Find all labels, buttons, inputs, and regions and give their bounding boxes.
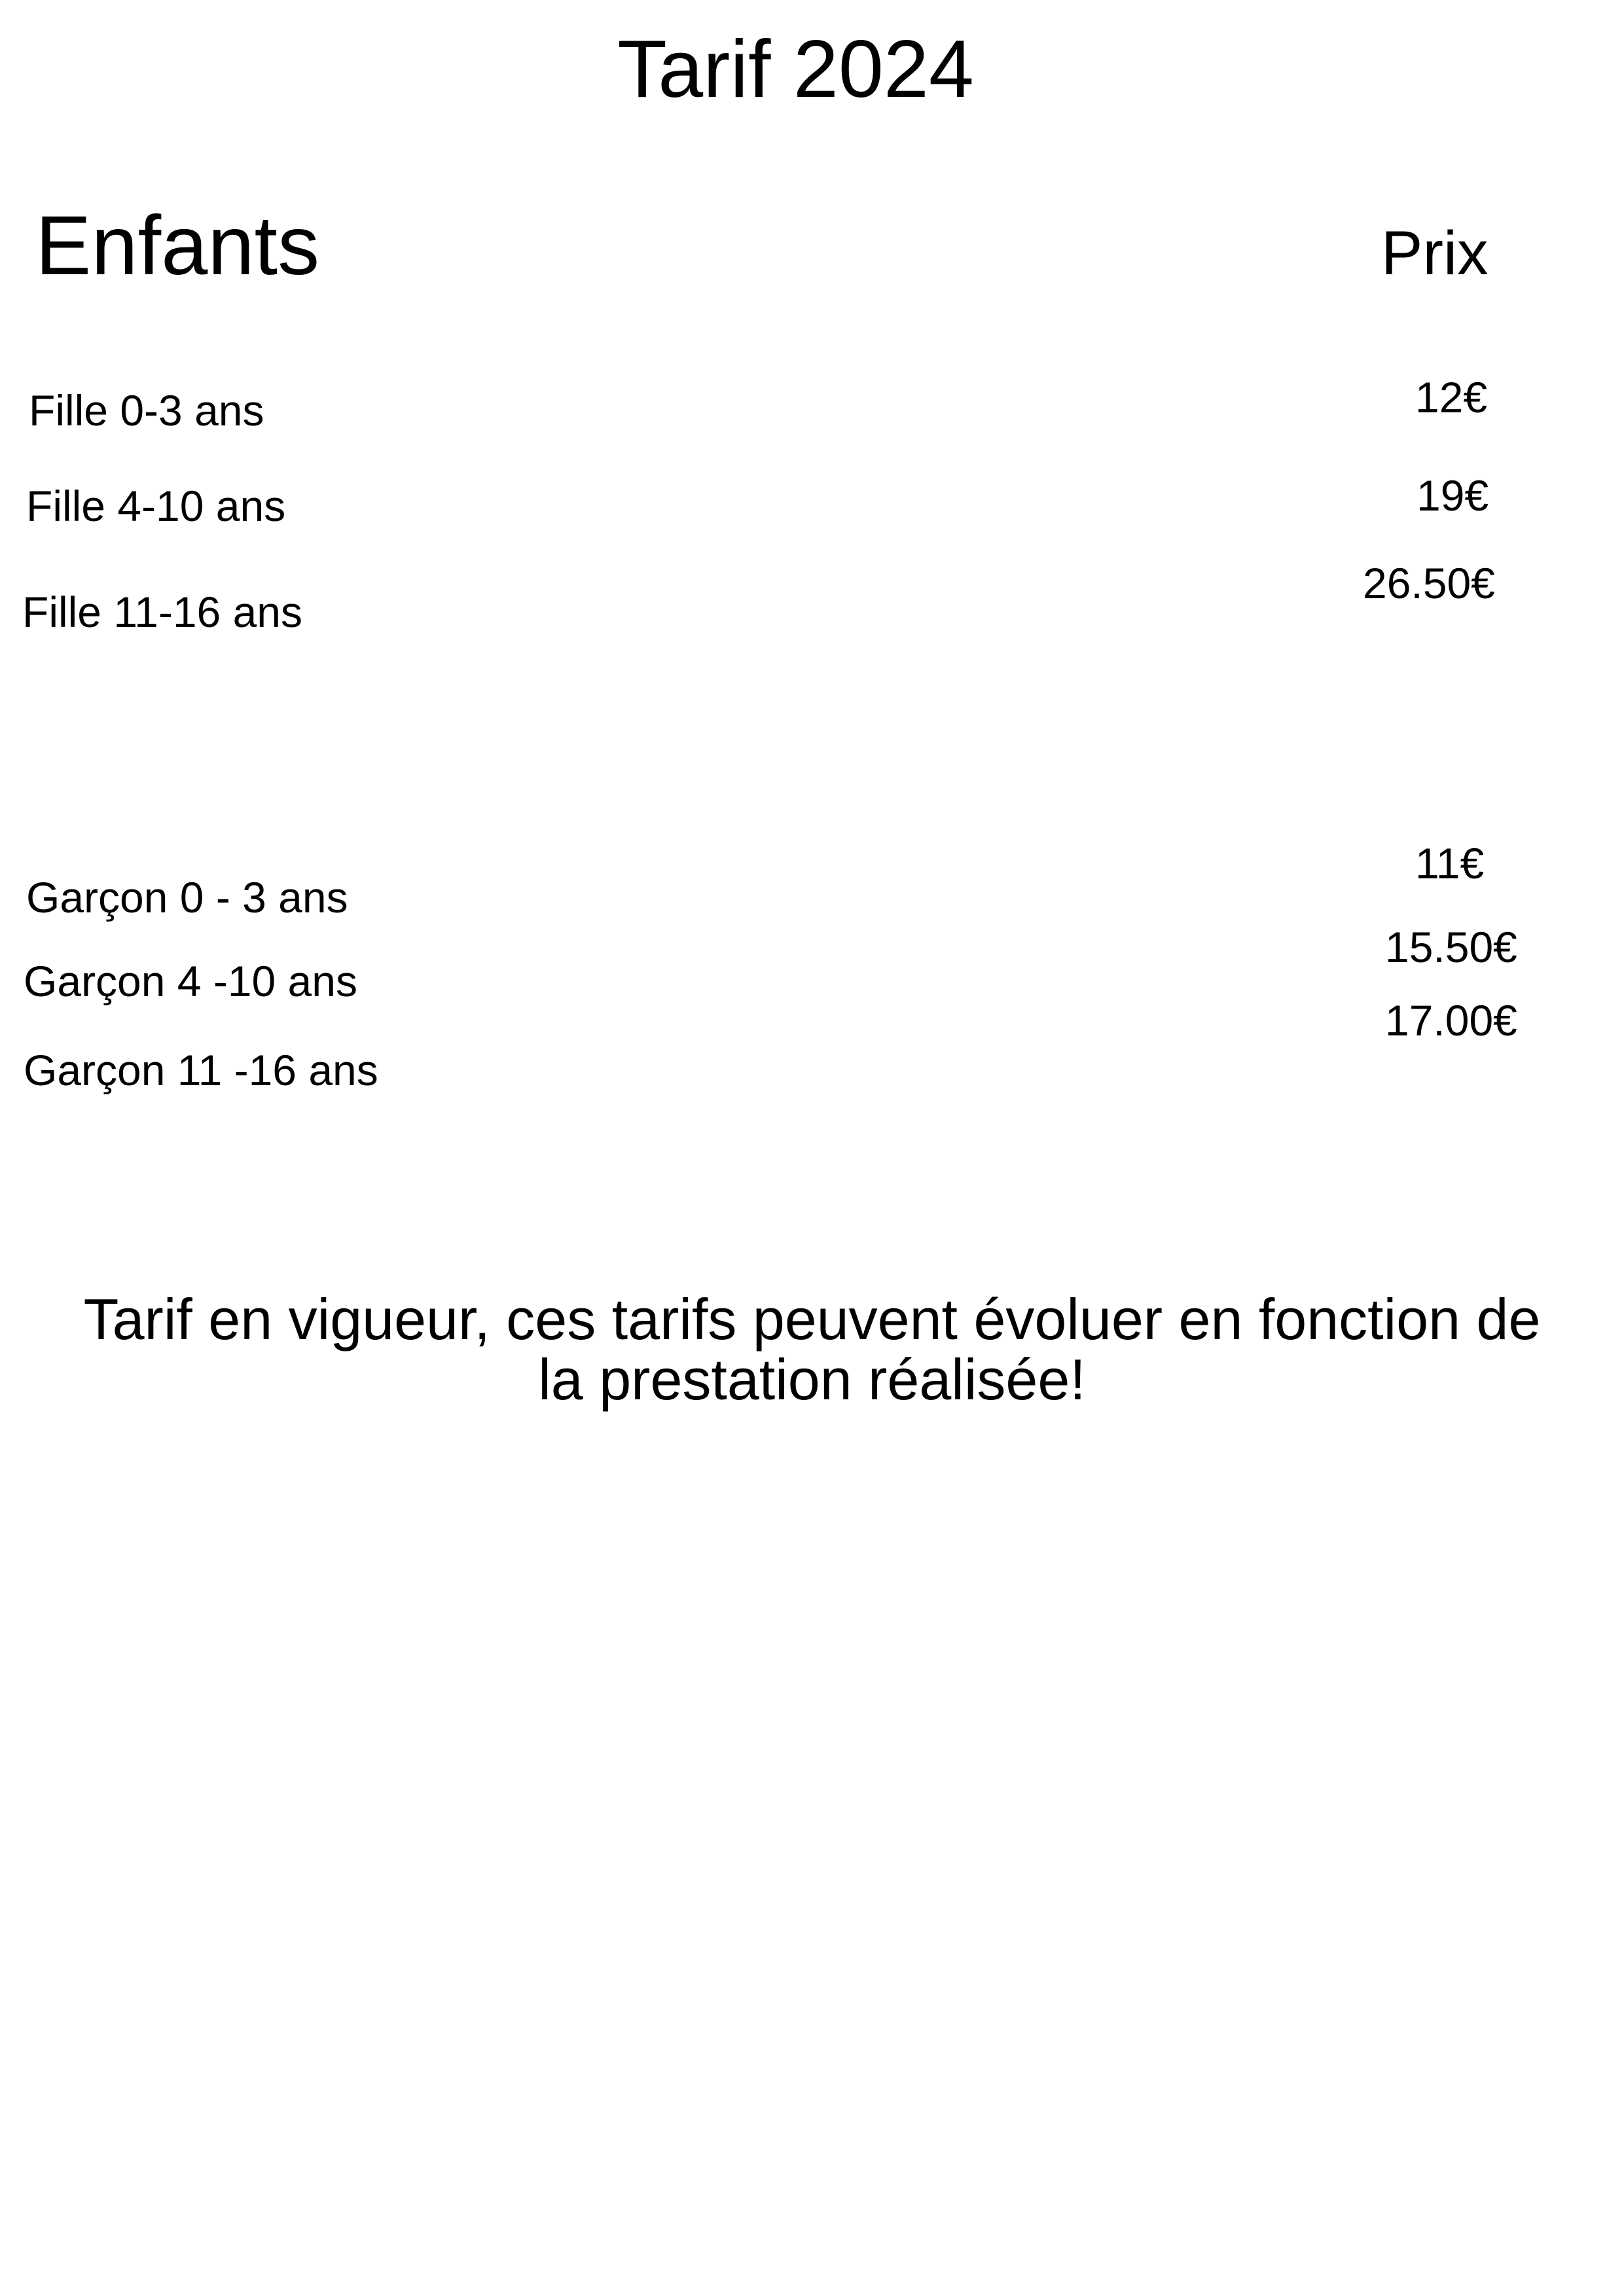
- boy-age-label: Garçon 4 -10 ans: [24, 957, 357, 1005]
- pricing-note-line-2: la prestation réalisée!: [538, 1347, 1086, 1412]
- girl-price: 19€: [1416, 471, 1489, 520]
- girl-age-label: Fille 4-10 ans: [26, 482, 286, 530]
- girl-age-label: Fille 11-16 ans: [22, 588, 303, 636]
- price-column-heading: Prix: [1381, 219, 1489, 288]
- boy-age-label: Garçon 11 -16 ans: [24, 1046, 378, 1094]
- girl-price: 26.50€: [1363, 559, 1495, 607]
- boy-price: 11€: [1415, 839, 1485, 888]
- page-title: Tarif 2024: [617, 24, 974, 115]
- pricing-note: [0, 1289, 1624, 1410]
- boy-price: 17.00€: [1385, 996, 1517, 1045]
- girl-age-label: Fille 0-3 ans: [29, 386, 264, 435]
- pricing-note-line-1: Tarif en vigueur, ces tarifs peuvent évoluer en fonction de: [83, 1287, 1541, 1352]
- boy-age-label: Garçon 0 - 3 ans: [26, 873, 348, 922]
- section-heading-enfants: Enfants: [35, 199, 320, 293]
- girl-price: 12€: [1415, 373, 1488, 422]
- boy-price: 15.50€: [1385, 923, 1517, 971]
